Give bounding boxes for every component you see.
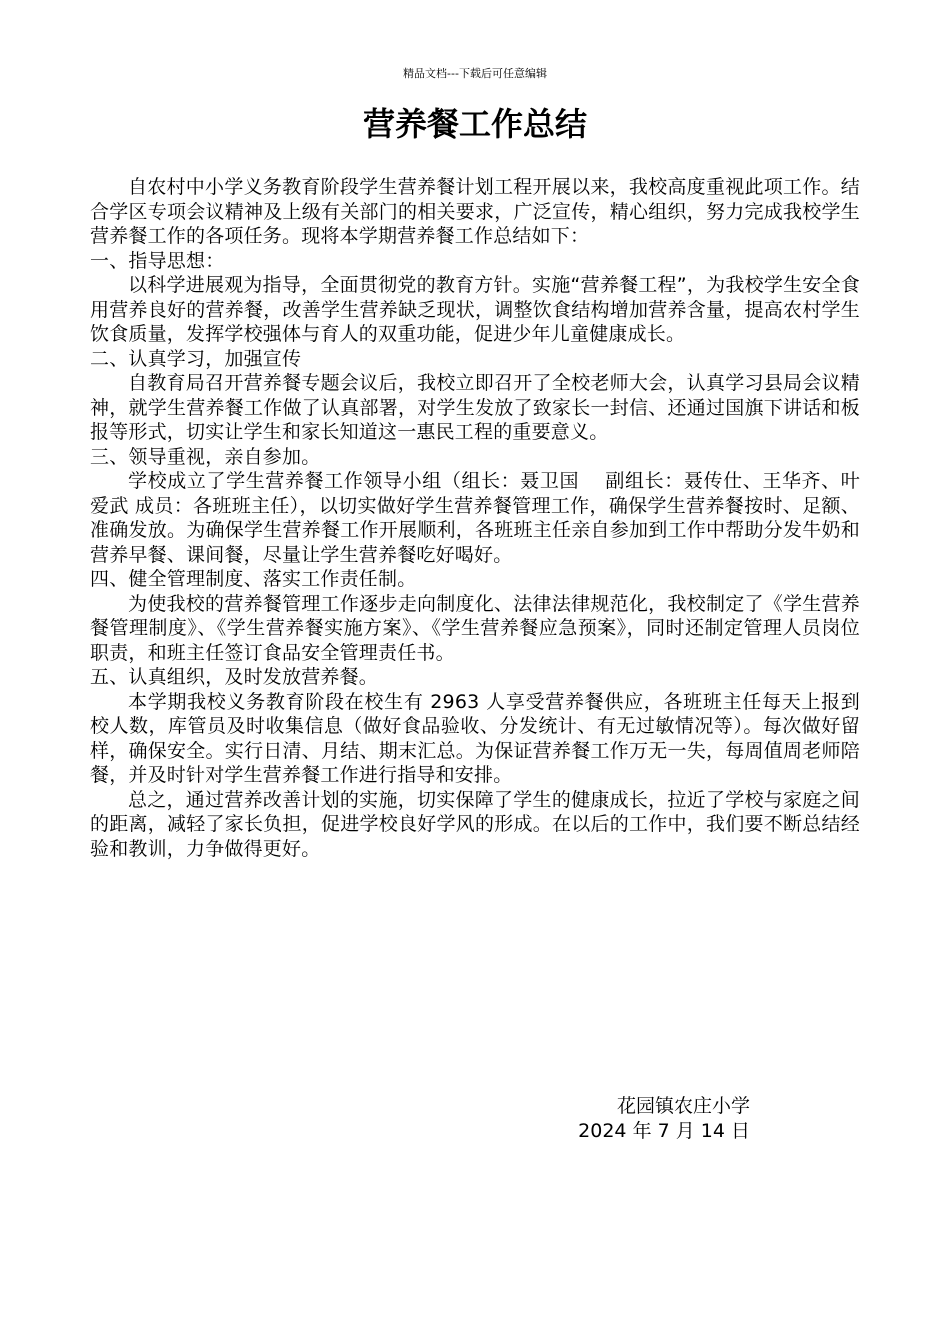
document-body [90,175,860,861]
signature-organization: 花园镇农庄小学 [616,1095,750,1117]
conclusion-paragraph: 总之，通过营养改善计划的实施，切实保障了学生的健康成长，拉近了学校与家庭之间的距离，减轻了家长负担，促进学校良好学风的形成。在以后的工作中，我们要不断总结经验和教训，力争做得更好。 [90,788,860,860]
section-heading-5: 五、认真组织，及时发放营养餐。 [90,666,379,688]
signature-block [560,1094,750,1144]
section-body-3: 学校成立了学生营养餐工作领导小组（组长：聂卫国 副组长：聂传仕、王华齐、叶爱武 成员：各班班主任），以切实做好学生营养餐管理工作，确保学生营养餐按时、足额、准确发放。为确保学生营养餐工作开展顺利，各班班主任亲自参加到工作中帮助分发牛奶和营养早餐、课间餐，尽量让学生营养餐吃好喝好。 [90,470,860,566]
signature-date: 2024 年 7 月 14 日 [578,1120,750,1142]
intro-paragraph: 自农村中小学义务教育阶段学生营养餐计划工程开展以来，我校高度重视此项工作。结合学区专项会议精神及上级有关部门的相关要求，广泛宣传，精心组织，努力完成我校学生营养餐工作的各项任务。现将本学期营养餐工作总结如下： [90,176,860,247]
section-body-5: 本学期我校义务教育阶段在校生有 2963 人享受营养餐供应，各班班主任每天上报到校人数，库管员及时收集信息（做好食品验收、分发统计、有无过敏情况等）。每次做好留样，确保安全。实行日清、月结、期末汇总。为保证营养餐工作万无一失，每周值周老师陪餐，并及时针对学生营养餐工作进行指导和安排。 [90,690,860,786]
section-body-1: 以科学进展观为指导，全面贯彻党的教育方针。实施“营养餐工程”，为我校学生安全食用营养良好的营养餐，改善学生营养缺乏现状，调整饮食结构增加营养含量，提高农村学生饮食质量，发挥学校强体与育人的双重功能，促进少年儿童健康成长。 [90,274,860,345]
section-heading-1: 一、指导思想： [90,249,225,272]
section-body-2: 自教育局召开营养餐专题会议后，我校立即召开了全校老师大会，认真学习县局会议精神，就学生营养餐工作做了认真部署，对学生发放了致家长一封信、还通过国旗下讲话和板报等形式，切实让学生和家长知道这一惠民工程的重要意义。 [90,372,860,443]
section-body-4: 为使我校的营养餐管理工作逐步走向制度化、法律法律规范化，我校制定了《学生营养餐管理制度》、《学生营养餐实施方案》、《学生营养餐应急预案》，同时还制定管理人员岗位职责，和班主任签订食品安全管理责任书。 [90,592,860,664]
section-heading-2: 二、认真学习，加强宣传 [90,347,302,370]
header-note: 精品文档---下载后可任意编辑 [403,67,547,80]
document-title: 营养餐工作总结 [362,105,587,143]
section-heading-4: 四、健全管理制度、落实工作责任制。 [90,568,417,590]
section-heading-3: 三、领导重视，亲自参加。 [90,445,321,468]
